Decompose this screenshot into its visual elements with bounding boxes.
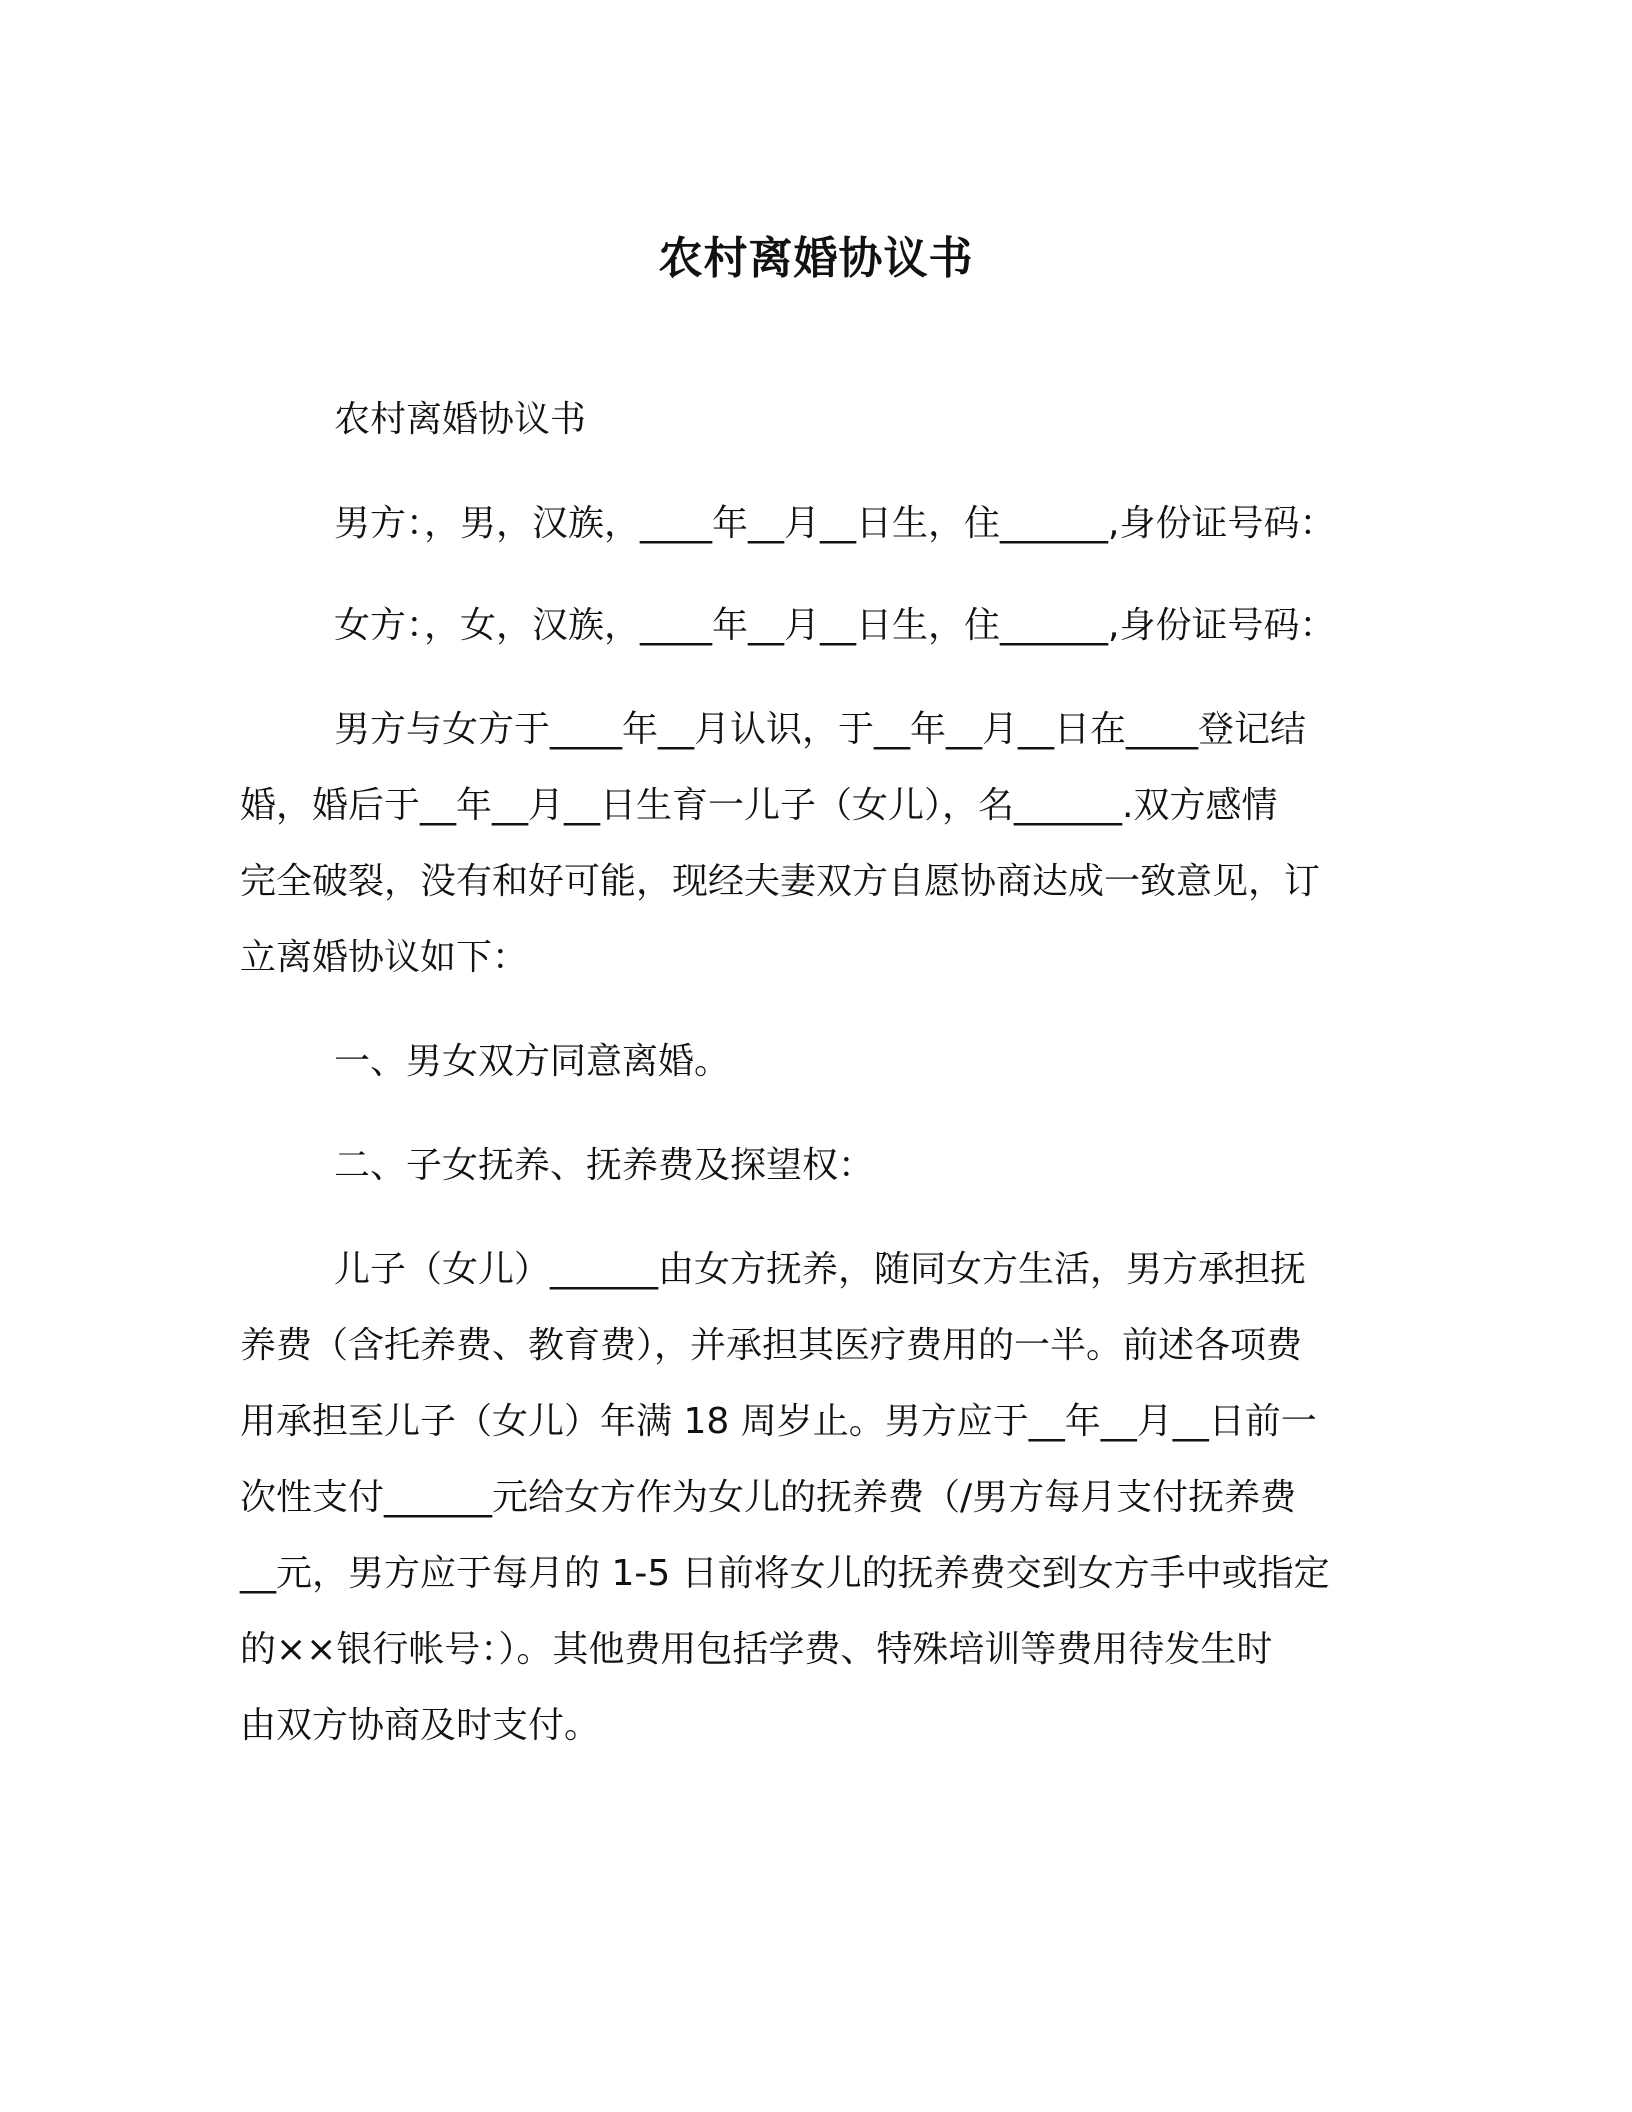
intro-line-4: 立离婚协议如下： [240, 937, 529, 978]
custody-line-1: 儿子（女儿）______由女方抚养，随同女方生活，男方承担抚 [334, 1249, 1307, 1290]
document-subtitle: 农村离婚协议书 [334, 399, 587, 440]
male-party-line: 男方：，男，汉族，____年__月__日生，住______,身份证号码： [334, 503, 1336, 544]
intro-line-1: 男方与女方于____年__月认识，于__年__月__日在____登记结 [334, 709, 1307, 750]
clause-2-heading: 二、子女抚养、抚养费及探望权： [334, 1145, 875, 1186]
intro-line-3: 完全破裂，没有和好可能，现经夫妻双方自愿协商达成一致意见，订 [240, 861, 1321, 902]
document-title: 农村离婚协议书 [658, 233, 974, 284]
custody-line-3: 用承担至儿子（女儿）年满 18 周岁止。男方应于__年__月__日前一 [240, 1401, 1317, 1442]
custody-line-7: 由双方协商及时支付。 [240, 1705, 601, 1746]
female-party-line: 女方：，女，汉族，____年__月__日生，住______,身份证号码： [334, 605, 1336, 646]
custody-line-5: __元，男方应于每月的 1-5 日前将女儿的抚养费交到女方手中或指定 [240, 1553, 1330, 1594]
intro-line-2: 婚，婚后于__年__月__日生育一儿子（女儿），名______.双方感情 [240, 785, 1278, 826]
clause-1: 一、男女双方同意离婚。 [334, 1041, 731, 1082]
custody-line-4: 次性支付______元给女方作为女儿的抚养费（/男方每月支付抚养费 [240, 1477, 1297, 1518]
custody-line-2: 养费（含托养费、教育费），并承担其医疗费用的一半。前述各项费 [240, 1325, 1303, 1366]
custody-line-6: 的××银行帐号：）。其他费用包括学费、特殊培训等费用待发生时 [240, 1629, 1273, 1670]
